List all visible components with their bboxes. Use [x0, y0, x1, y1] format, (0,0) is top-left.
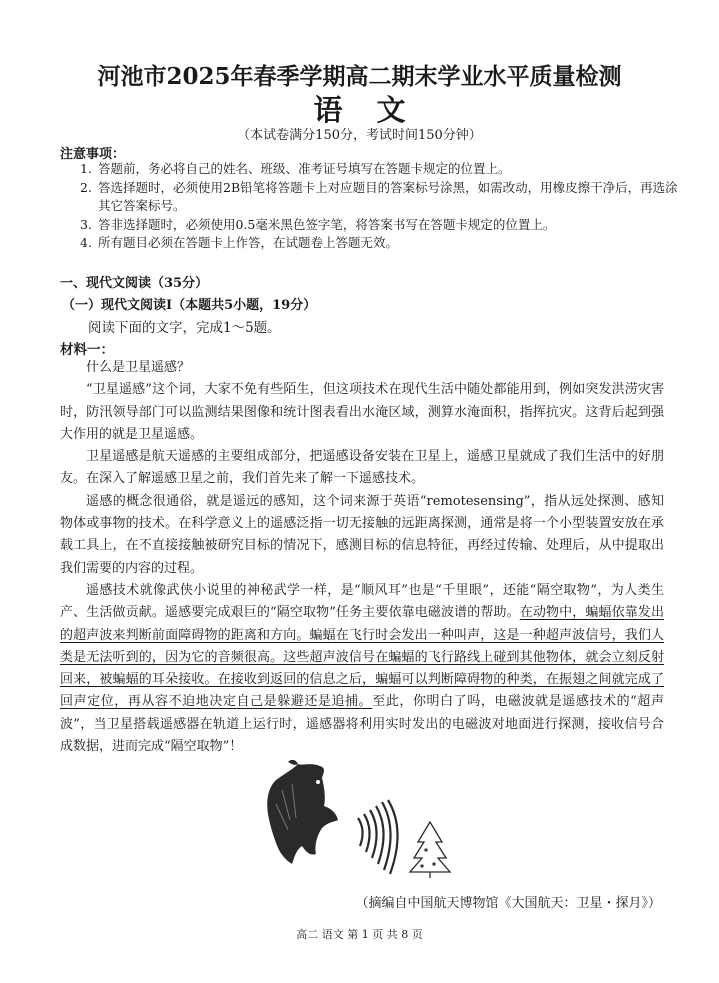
notice-text: 答选择题时，必须使用2B铅笔将答题卡上对应题目的答案标号涂黑，如需改动，用橡皮擦干净后，再选涂其它答案标号。	[98, 179, 678, 213]
reading-instruction: 阅读下面的文字，完成1～5题。	[88, 320, 281, 336]
exam-title: 河池市2025年春季学期高二期末学业水平质量检测	[97, 63, 622, 90]
passage-text: 遥感技术就像武侠小说里的神秘武学一样，是“顺风耳”也是“千里眼”，还能“隔空取物”，为人类生产、生活做贡献。遥感要完成艰巨的“隔空取物”任务主要依靠电磁波谱的帮助。	[60, 582, 664, 621]
passage-paragraph: 什么是卫星遥感？	[86, 360, 191, 375]
source-caption: （摘编自中国航天博物馆《大国航天：卫星・探月》）	[355, 896, 661, 911]
bat-echolocation-illustration	[262, 760, 452, 880]
passage	[60, 357, 664, 758]
notice-item	[80, 160, 680, 179]
notice-item	[80, 234, 680, 253]
sound-wave-icon	[358, 800, 398, 874]
passage-paragraph	[60, 580, 664, 758]
passage-paragraph: “卫星遥感”这个词，大家不免有些陌生，但这项技术在现代生活中随处都能用到，例如突发洪涝灾害时，防汛领导部门可以监测结果图像和统计图表看出水淹区域，测算水淹面积，指挥抗灾。这背后起到强大作用的就是卫星遥感。	[60, 382, 664, 442]
notice-list	[80, 160, 680, 253]
passage-paragraph: 卫星遥感是航天遥感的主要组成部分，把遥感设备安装在卫星上，遥感卫星就成了我们生活中的好朋友。在深入了解遥感卫星之前，我们首先来了解一下遥感技术。	[60, 449, 664, 487]
material-label: 材料一：	[60, 342, 114, 358]
subject-title: 语文	[313, 93, 440, 127]
notice-text: 所有题目必须在答题卡上作答，在试题卷上答题无效。	[98, 235, 399, 250]
notice-number: 1.	[80, 161, 92, 176]
section-heading: 一、现代文阅读（35分）	[60, 276, 209, 291]
notice-item	[80, 216, 680, 235]
tree-icon	[410, 822, 450, 878]
underlined-text: 在动物中，蝙蝠依靠发出的超声波来判断前面障碍物的距离和方向。蝙蝠在飞行时会发出一种叫声，这是一种超声波信号，我们人类是无法听到的，因为它的音频很高。这些超声波信号在蝙蝠的飞行路线上碰到其他物体，就会立刻反射回来，被蝙蝠的耳朵接收。在接收到返回的信息之后，蝙蝠可以判断障碍物的种类，在振翅之间就完成了回声定位，再从容不迫地决定自己是躲避还是追捕。	[60, 605, 664, 710]
notice-number: 2.	[80, 179, 92, 195]
passage-paragraph: 遥感的概念很通俗，就是遥远的感知，这个词来源于英语“remotesensing”，指从远处探测、感知物体或事物的技术。在科学意义上的遥感泛指一切无接触的远距离探测，通常是将一个小型装置安放在承载工具上，在不直接接触被研究目标的情况下，感测目标的信息特征，再经过传输、处理后，从中提取出我们需要的内容的过程。	[60, 493, 664, 576]
notice-text: 答非选择题时，必须使用0.5毫米黑色签字笔，将答案书写在答题卡规定的位置上。	[98, 216, 556, 232]
notice-text: 答题前，务必将自己的姓名、班级、准考证号填写在答题卡规定的位置上。	[98, 161, 511, 176]
notice-item	[80, 179, 680, 216]
subsection-heading: （一）现代文阅读I（本题共5小题，19分）	[62, 298, 317, 313]
passage-text: 至此，你明白了吗，电磁波就是遥感技术的“超声波”，当卫星搭载遥感器在轨道上运行时，遥感器将利用实时发出的电磁波对地面进行探测，接收信号合成数据，进而完成“隔空取物”！	[60, 694, 664, 755]
exam-info: （本试卷满分150分，考试时间150分钟）	[237, 128, 482, 143]
notice-title: 注意事项：	[60, 147, 126, 162]
bat-icon	[267, 760, 338, 864]
notice-number: 3.	[80, 216, 92, 232]
page-footer: 高二 语文 第 1 页 共 8 页	[296, 928, 423, 941]
notice-number: 4.	[80, 235, 92, 250]
